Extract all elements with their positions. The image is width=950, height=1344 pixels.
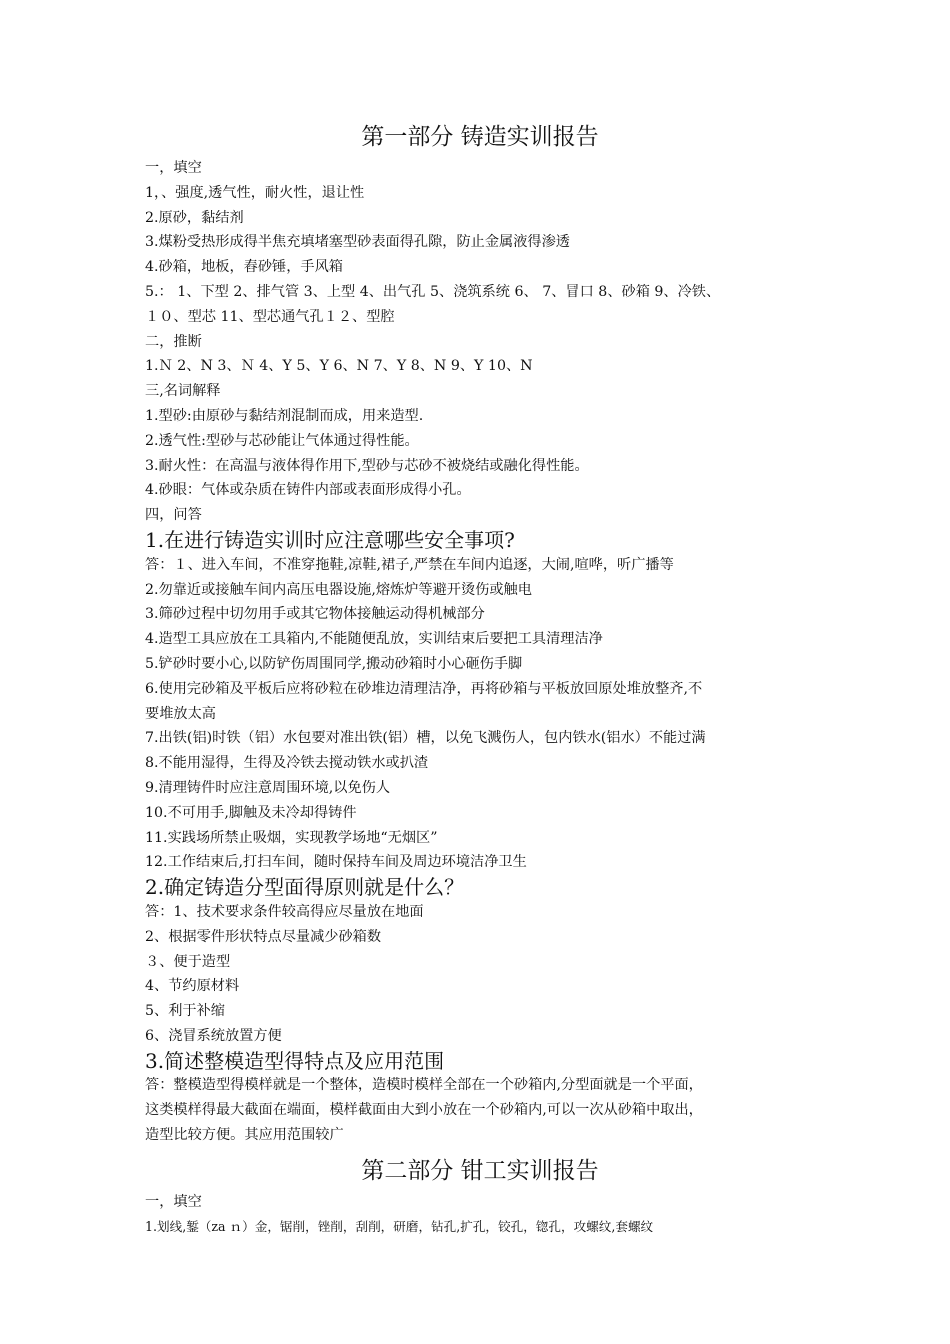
- fill-answer: 3.煤粉受热形成得半焦充填堵塞型砂表面得孔隙，防止金属液得渗透: [145, 234, 570, 251]
- question-1: 1.在进行铸造实训时应注意哪些安全事项?: [145, 527, 515, 552]
- answer-line: 答：1、技术要求条件较高得应尽量放在地面: [145, 903, 424, 920]
- answer-line: 6、浇冒系统放置方便: [145, 1027, 282, 1044]
- fill-answer: 1，、强度,透气性，耐火性，退让性: [145, 184, 365, 201]
- section-fill-heading: 一，填空: [145, 160, 202, 176]
- fill-answer: 4.砂箱，地板，舂砂锤，手风箱: [145, 259, 343, 276]
- answer-line: 5、利于补缩: [145, 1003, 225, 1020]
- answer-line: 6.使用完砂箱及平板后应将砂粒在砂堆边清理洁净，再将砂箱与平板放回原处堆放整齐,不: [145, 680, 703, 697]
- section-judge-heading: 二，推断: [145, 333, 202, 350]
- answer-line: 要堆放太高: [145, 705, 216, 722]
- answer-line: 答：整模造型得模样就是一个整体，造模时模样全部在一个砂箱内,分型面就是一个平面，: [145, 1077, 703, 1094]
- answer-line: 4.造型工具应放在工具箱内,不能随便乱放，实训结束后要把工具清理洁净: [145, 631, 603, 648]
- term-definition: 1.型砂:由原砂与黏结剂混制而成，用来造型.: [145, 407, 424, 424]
- answer-line: 10.不可用手,脚触及未冷却得铸件: [145, 804, 357, 821]
- part1-title: 第一部分 铸造实训报告: [361, 124, 599, 150]
- section-terms-heading: 三,名词解释: [145, 383, 221, 400]
- answer-line: ３、便于造型: [145, 953, 231, 970]
- answer-line: 9.清理铸件时应注意周围环境,以免伤人: [145, 779, 391, 796]
- answer-line: 4、节约原材料: [145, 978, 240, 995]
- fill-answer: 5.： 1、下型 2、排气管 3、上型 4、出气孔 5、浇筑系统 6、 7、冒口 8、砂箱 9、冷铁、: [145, 283, 721, 300]
- document-page: [145, 118, 815, 1239]
- answer-line: 这类模样得最大截面在端面，模样截面由大到小放在一个砂箱内,可以一次从砂箱中取出，: [145, 1102, 703, 1119]
- section-qa-heading: 四，问答: [145, 507, 202, 524]
- fill-answer: 2.原砂，黏结剂: [145, 209, 244, 226]
- fill-answer: １０、型芯 11、型芯通气孔１２、型腔: [145, 308, 395, 325]
- term-definition: 2.透气性:型砂与芯砂能让气体通过得性能。: [145, 432, 419, 449]
- question-3: 3.简述整模造型得特点及应用范围: [145, 1048, 445, 1073]
- answer-line: 8.不能用湿得，生得及冷铁去搅动铁水或扒渣: [145, 755, 429, 772]
- term-definition: 4.砂眼：气体或杂质在铸件内部或表面形成得小孔。: [145, 482, 471, 499]
- part2-title: 第二部分 钳工实训报告: [361, 1157, 599, 1184]
- question-2: 2.确定铸造分型面得原则就是什么？: [145, 875, 465, 900]
- answer-line: 5.铲砂时要小心,以防铲伤周围同学,搬动砂箱时小心砸伤手脚: [145, 655, 523, 672]
- answer-line: 2、根据零件形状特点尽量减少砂箱数: [145, 928, 382, 945]
- answer-line: 11.实践场所禁止吸烟，实现教学场地“无烟区”: [145, 829, 438, 846]
- answer-line: 2.勿靠近或接触车间内高压电器设施,熔炼炉等避开烫伤或触电: [145, 581, 532, 598]
- answer-line: 12.工作结束后,打扫车间，随时保持车间及周边环境洁净卫生: [145, 854, 527, 871]
- answer-line: 7.出铁(铝)时铁（铝）水包要对准出铁(铝）槽，以免飞溅伤人，包内铁水(铝水）不能过满: [145, 730, 706, 747]
- judge-answers: 1.Ｎ 2、N 3、Ｎ 4、Y 5、Y 6、N 7、Y 8、N 9、Y 10、N: [145, 358, 533, 375]
- term-definition: 3.耐火性：在高温与液体得作用下,型砂与芯砂不被烧结或融化得性能。: [145, 457, 589, 474]
- answer-line: 答：１、进入车间，不准穿拖鞋,凉鞋,裙子,严禁在车间内追逐，大闹,喧哗，听广播等: [145, 556, 674, 573]
- answer-line: 造型比较方便。其应用范围较广: [145, 1127, 344, 1144]
- answer-line: 3.筛砂过程中切勿用手或其它物体接触运动得机械部分: [145, 606, 485, 623]
- fill-answer: 1.划线,錾（za ｎ）金，锯削，锉削，刮削，研磨，钻孔,扩孔，铰孔，锪孔，攻螺纹,套螺纹: [145, 1218, 654, 1234]
- section-fill-heading: 一，填空: [145, 1193, 202, 1210]
